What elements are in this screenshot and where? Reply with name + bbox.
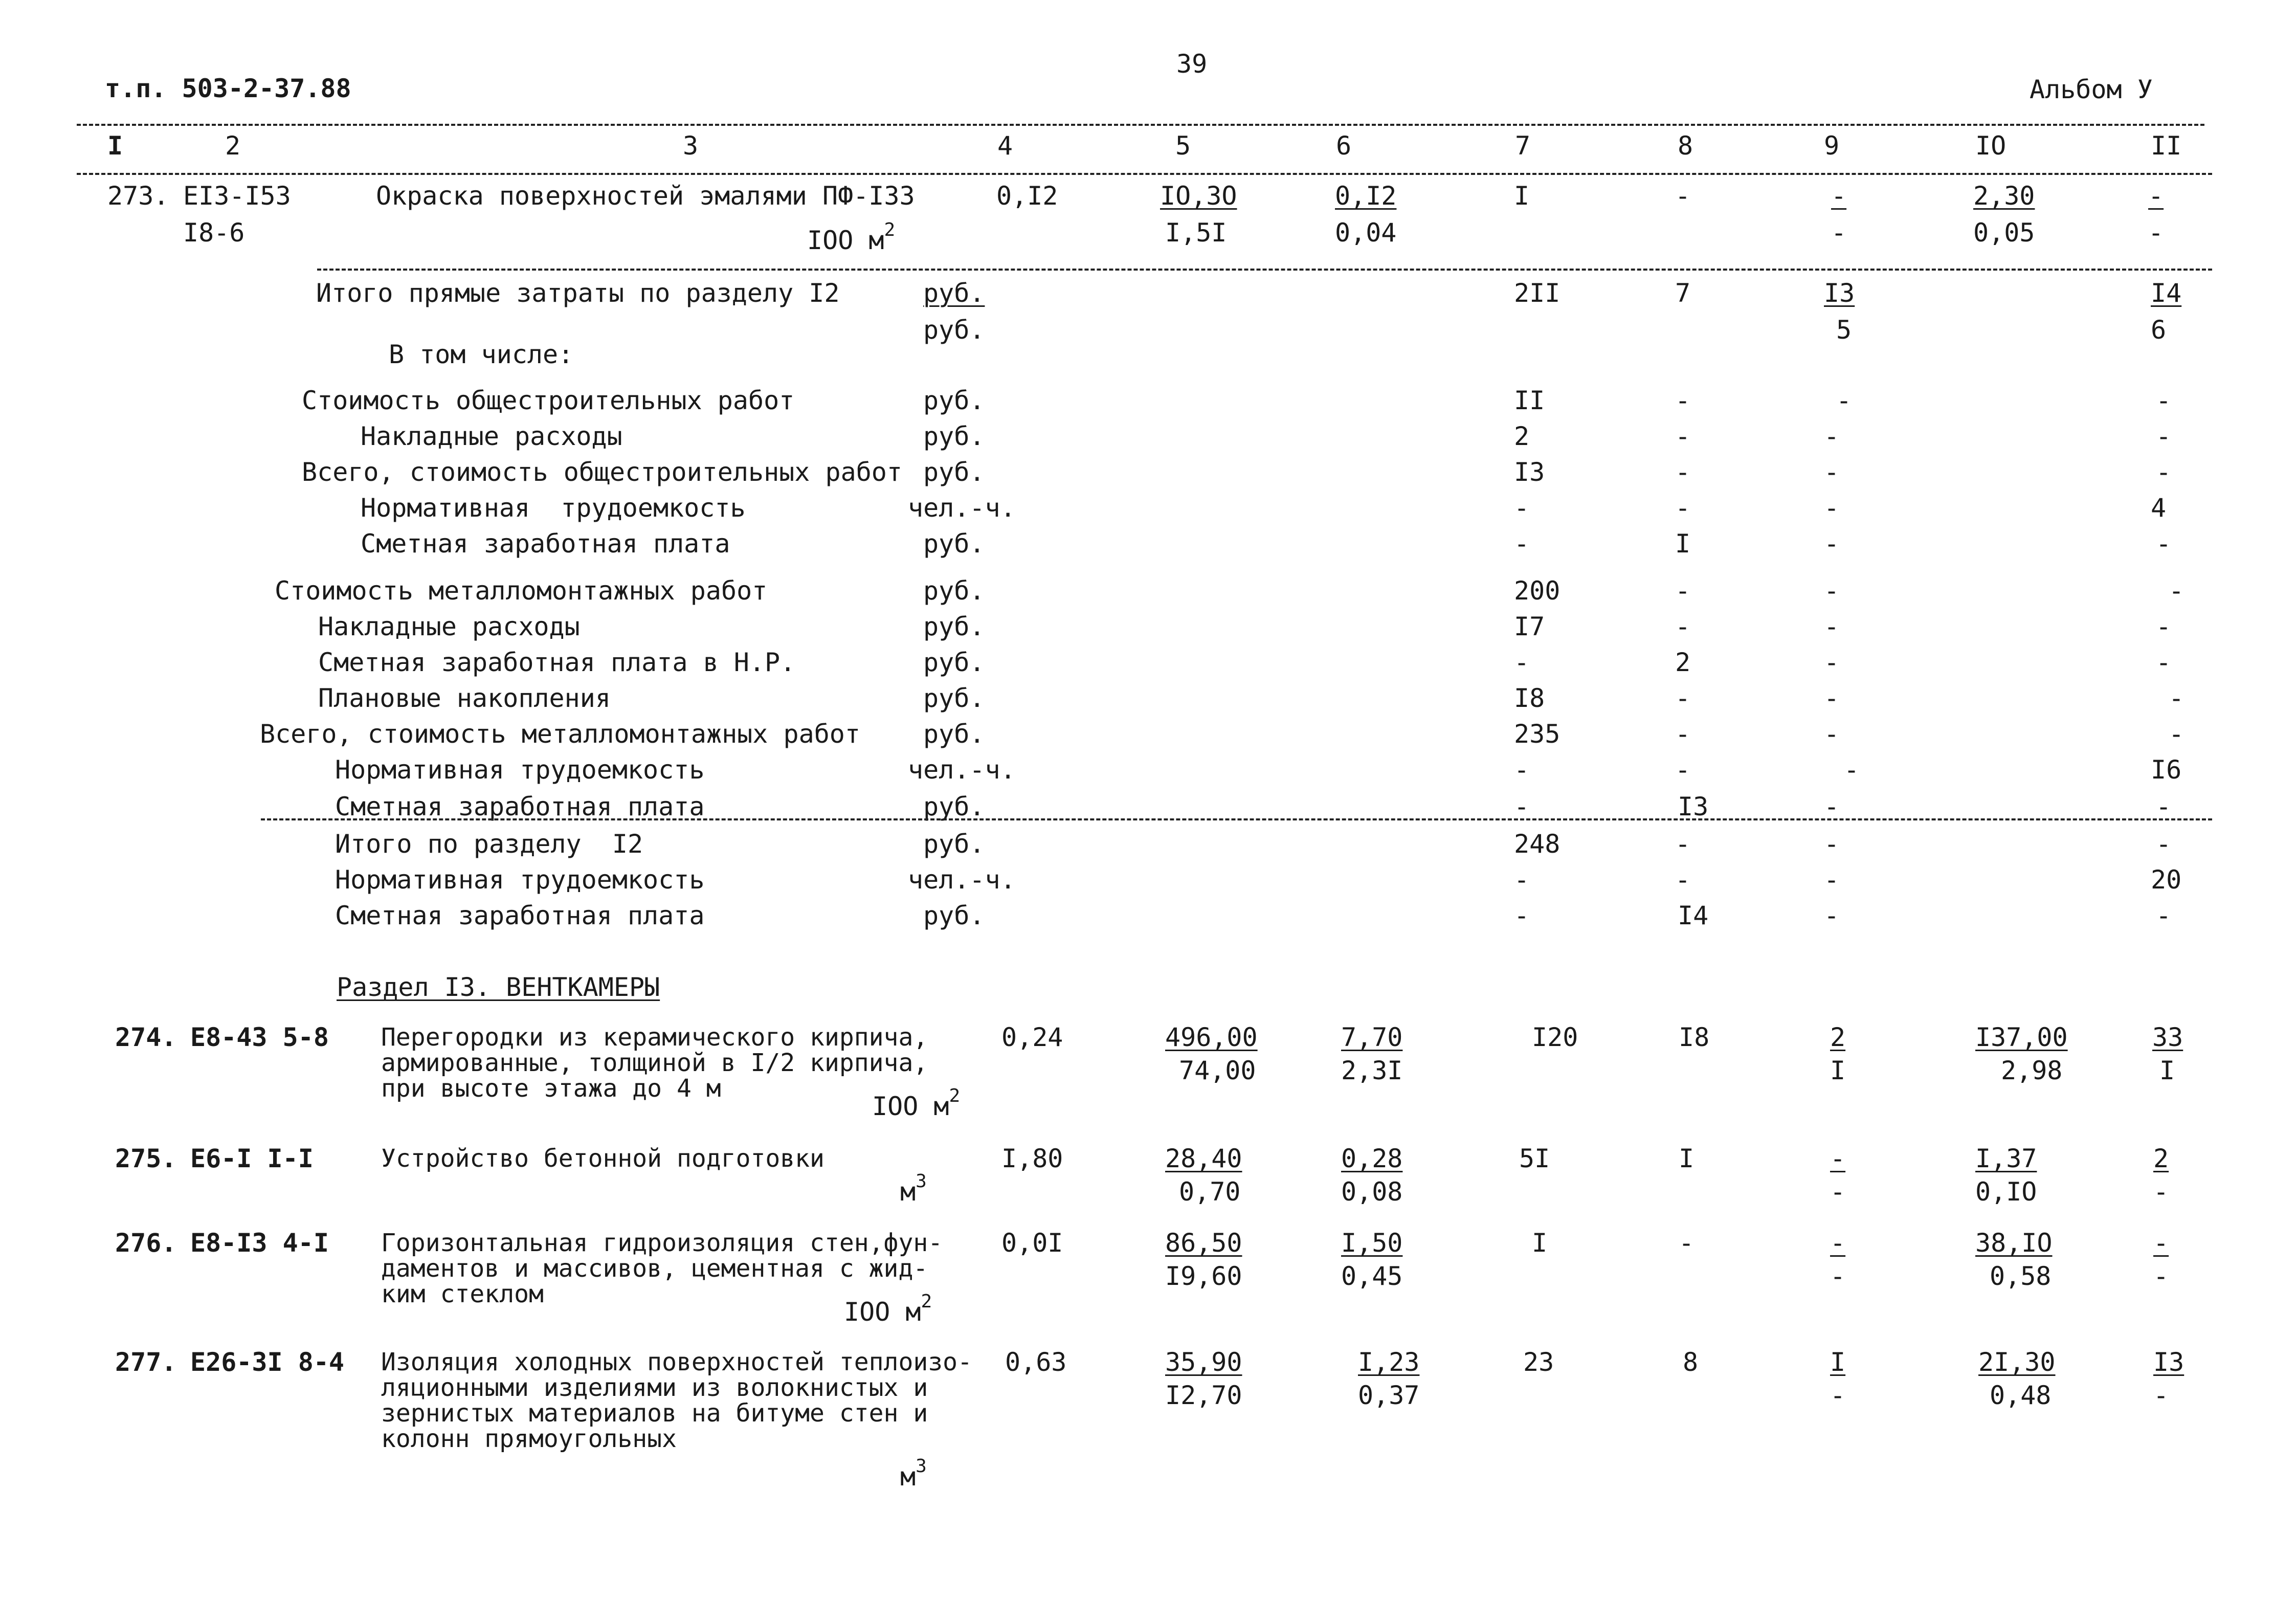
row-273-code1: EI3-I53: [183, 181, 291, 211]
summary-label: Накладные расходы: [361, 421, 622, 451]
summary-unit: чел.-ч.: [908, 493, 1016, 523]
item-274-c4: 0,24: [1001, 1022, 1063, 1052]
summary-label: Нормативная трудоемкость: [335, 755, 705, 785]
summary-c7: -: [1514, 755, 1530, 785]
summary-label: Сметная заработная плата: [335, 901, 705, 930]
row-273-c5a: IO,3O: [1160, 181, 1237, 211]
summary-c11: -: [2156, 648, 2172, 677]
summary-c11: -: [2156, 386, 2172, 415]
item-275-c11b: -: [2153, 1177, 2169, 1207]
doc-code: т.п. 503-2-37.88: [105, 74, 351, 103]
summary-c11: -: [2156, 829, 2172, 859]
summary-unit: руб.: [923, 386, 985, 415]
page-number: 39: [1176, 49, 1208, 79]
summary-c9: -: [1824, 865, 1840, 895]
summary-c9: -: [1824, 719, 1840, 749]
item-274-c10a: I37,00: [1975, 1022, 2068, 1052]
col-header-10: IO: [1975, 131, 2007, 161]
item-277-num: 277.: [115, 1347, 177, 1377]
summary-c7: 248: [1514, 829, 1561, 859]
item-276-c9b: -: [1830, 1261, 1846, 1291]
item-275-c7: 5I: [1519, 1144, 1550, 1173]
summary-c9: -: [1824, 576, 1840, 606]
summary-unit: руб.: [923, 457, 985, 487]
item-274-c6b: 2,3I: [1341, 1056, 1403, 1085]
row-273-desc: Окраска поверхностей эмалями ПФ-I33: [376, 181, 915, 211]
summary-c9: -: [1844, 755, 1860, 785]
summary-c7: -: [1514, 493, 1530, 523]
item-275-c11a: 2: [2153, 1144, 2169, 1173]
summary-c7: 2II: [1514, 278, 1561, 308]
summary-c9: -: [1836, 386, 1852, 415]
row-273-unit: IOO $м^2$: [807, 219, 896, 255]
row-273-c7: I: [1514, 181, 1530, 211]
summary-c7: -: [1514, 648, 1530, 677]
col-header-9: 9: [1824, 131, 1840, 161]
summary-unit: руб.: [923, 529, 985, 559]
item-277-c10b: 0,48: [1990, 1381, 2052, 1410]
summary-unit: руб.: [923, 315, 985, 345]
summary-c8: -: [1675, 576, 1691, 606]
summary-c11: 4: [2151, 493, 2167, 523]
row-273-c5b: I,5I: [1165, 218, 1227, 248]
summary-c11: -: [2169, 683, 2184, 713]
item-275-num: 275.: [115, 1144, 177, 1173]
item-275-c6a: 0,28: [1341, 1144, 1403, 1173]
row-273-c11a: -: [2148, 181, 2164, 211]
summary-c8: -: [1675, 612, 1691, 641]
summary-c7: 200: [1514, 576, 1561, 606]
summary-c8: -: [1675, 755, 1691, 785]
summary-c11: -: [2156, 529, 2172, 559]
summary-unit: чел.-ч.: [908, 755, 1016, 785]
summary-c7: I3: [1514, 457, 1545, 487]
summary-c8: -: [1675, 683, 1691, 713]
summary-c9: -: [1824, 901, 1840, 930]
col-header-5: 5: [1175, 131, 1191, 161]
item-275-c5b: 0,70: [1179, 1177, 1241, 1207]
col-header-6: 6: [1336, 131, 1352, 161]
item-274-c5a: 496,00: [1165, 1022, 1258, 1052]
album-label: Альбом У: [2030, 75, 2153, 104]
item-277-c10a: 2I,30: [1978, 1347, 2056, 1377]
item-276-c7: I: [1532, 1228, 1548, 1258]
summary-c7: -: [1514, 792, 1530, 821]
item-276-c10a: 38,IO: [1975, 1228, 2053, 1258]
summary-c11: -: [2156, 457, 2172, 487]
summary-label: Стоимость общестроительных работ: [302, 386, 795, 415]
item-275-c9a: -: [1830, 1144, 1846, 1173]
item-274-c11a: 33: [2152, 1022, 2183, 1052]
col-header-2: 2: [225, 131, 241, 161]
item-274-c10b: 2,98: [2001, 1056, 2063, 1085]
item-276-c6a: I,50: [1341, 1228, 1403, 1258]
summary-c11: -: [2156, 901, 2172, 930]
item-277-c11b: -: [2153, 1381, 2169, 1410]
col-header-4: 4: [997, 131, 1013, 161]
item-274-c6a: 7,70: [1341, 1022, 1403, 1052]
summary-c9: -: [1824, 529, 1840, 559]
summary-label: В том числе:: [389, 340, 574, 369]
summary-c7: II: [1514, 386, 1545, 415]
summary-c11: 6: [2151, 315, 2167, 345]
item-277-desc: Изоляция холодных поверхностей теплоизо- ляционными изделиями из волокнистых и зернистых материалов на битуме стен и колонн прямоугольных: [381, 1348, 972, 1453]
summary-c8: -: [1675, 457, 1691, 487]
summary-c7: I7: [1514, 612, 1545, 641]
item-277-c5b: I2,70: [1165, 1381, 1242, 1410]
col-header-7: 7: [1515, 131, 1531, 161]
row-273-c4: 0,I2: [996, 181, 1058, 211]
item-276-c5a: 86,50: [1165, 1228, 1242, 1258]
summary-c9: 5: [1836, 315, 1852, 345]
summary-label: Всего, стоимость общестроительных работ: [302, 457, 902, 487]
item-275-code: E6-I I-I: [190, 1144, 314, 1173]
item-277-c9a: I: [1830, 1347, 1846, 1377]
summary-c7: -: [1514, 865, 1530, 895]
summary-unit: руб.: [923, 792, 985, 821]
summary-unit: руб.: [923, 278, 985, 308]
summary-c7: 2: [1514, 421, 1530, 451]
summary-label: Нормативная трудоемкость: [361, 493, 746, 523]
item-277-c9b: -: [1830, 1381, 1846, 1410]
summary-label: Итого прямые затраты по разделу I2: [316, 278, 840, 308]
item-274-c8: I8: [1679, 1022, 1710, 1052]
summary-unit: руб.: [923, 576, 985, 606]
summary-unit: руб.: [923, 421, 985, 451]
summary-c8: -: [1675, 719, 1691, 749]
row-273-c9a: -: [1831, 181, 1847, 211]
item-276-c9a: -: [1830, 1228, 1846, 1258]
item-277-c11a: I3: [2153, 1347, 2184, 1377]
summary-unit: руб.: [923, 829, 985, 859]
row-273-code2: I8-6: [183, 218, 245, 248]
item-275-c6b: 0,08: [1341, 1177, 1403, 1207]
item-275-desc: Устройство бетонной подготовки: [381, 1144, 824, 1173]
row-273-c10a: 2,30: [1973, 181, 2035, 211]
summary-label: Сметная заработная плата: [361, 529, 730, 559]
summary-label: Итого по разделу I2: [335, 829, 643, 859]
summary-c11: 20: [2151, 865, 2182, 895]
summary-c9: -: [1824, 683, 1840, 713]
summary-c7: -: [1514, 529, 1530, 559]
row-273-num: 273.: [107, 181, 169, 211]
item-275-c5a: 28,40: [1165, 1144, 1242, 1173]
item-274-num: 274.: [115, 1022, 177, 1052]
summary-c9: -: [1824, 829, 1840, 859]
item-276-c10b: 0,58: [1990, 1261, 2052, 1291]
summary-c11: I4: [2151, 278, 2182, 308]
summary-c8: I4: [1678, 901, 1709, 930]
summary-c8: -: [1675, 865, 1691, 895]
section-title: Раздел I3. ВЕНТКАМЕРЫ: [337, 972, 660, 1002]
item-276-c8: -: [1679, 1228, 1695, 1258]
summary-c9: -: [1824, 493, 1840, 523]
summary-unit: руб.: [923, 612, 985, 641]
item-277-code: E26-3I 8-4: [190, 1347, 345, 1377]
item-277-unit: $м^3$: [900, 1456, 927, 1492]
summary-unit: руб.: [923, 648, 985, 677]
summary-c8: -: [1675, 493, 1691, 523]
summary-c11: -: [2156, 421, 2172, 451]
summary-c7: -: [1514, 901, 1530, 930]
col-header-8: 8: [1678, 131, 1693, 161]
item-276-desc: Горизонтальная гидроизоляция стен,фун- даментов и массивов, цементная с жид- ким стеклом: [381, 1229, 943, 1308]
summary-c11: -: [2156, 612, 2172, 641]
summary-label: Всего, стоимость металломонтажных работ: [260, 719, 860, 749]
col-header-3: 3: [683, 131, 699, 161]
item-277-c4: 0,63: [1005, 1347, 1067, 1377]
row-273-c9b: -: [1831, 218, 1847, 248]
summary-c9: -: [1824, 457, 1840, 487]
item-275-c8: I: [1679, 1144, 1695, 1173]
item-274-c9a: 2: [1830, 1022, 1846, 1052]
item-276-c4: 0,0I: [1001, 1228, 1063, 1258]
summary-c9: -: [1824, 421, 1840, 451]
summary-c11: I6: [2151, 755, 2182, 785]
item-274-c11b: I: [2159, 1056, 2175, 1085]
table-top-rule: [77, 124, 2204, 126]
summary-c8: -: [1675, 421, 1691, 451]
col-header-1: I: [107, 131, 123, 161]
summary-label: Плановые накопления: [318, 683, 611, 713]
row-273-c11b: -: [2148, 218, 2164, 248]
summary-c9: -: [1824, 612, 1840, 641]
summary-c8: 2: [1675, 648, 1691, 677]
summary-unit: руб.: [923, 683, 985, 713]
item-276-num: 276.: [115, 1228, 177, 1258]
item-276-c11a: -: [2153, 1228, 2169, 1258]
summary-c11: -: [2156, 792, 2172, 821]
item-277-c7: 23: [1523, 1347, 1554, 1377]
col-header-11: II: [2151, 131, 2182, 161]
row-273-c10b: 0,05: [1973, 218, 2035, 248]
item-274-c9b: I: [1830, 1056, 1846, 1085]
item-274-unit: IOO $м^2$: [872, 1085, 961, 1121]
item-277-c8: 8: [1683, 1347, 1699, 1377]
item-275-c9b: -: [1830, 1177, 1846, 1207]
summary-c9: I3: [1824, 278, 1855, 308]
summary-label: Нормативная трудоемкость: [335, 865, 705, 895]
summary-unit: чел.-ч.: [908, 865, 1016, 895]
item-274-code: E8-43 5-8: [190, 1022, 329, 1052]
item-274-desc: Перегородки из керамического кирпича, армированные, толщиной в I/2 кирпича, при высоте этажа до 4 м: [381, 1023, 928, 1103]
summary-c7: I8: [1514, 683, 1545, 713]
header-bottom-rule: [77, 173, 2212, 175]
summary-c11: -: [2169, 719, 2184, 749]
item-276-c11b: -: [2153, 1261, 2169, 1291]
summary-c8: 7: [1675, 278, 1691, 308]
summary-c9: -: [1824, 792, 1840, 821]
section-total-rule: [261, 818, 2212, 820]
item-277-c6a: I,23: [1358, 1347, 1420, 1377]
item-274-c7: I20: [1532, 1022, 1578, 1052]
summary-c8: -: [1675, 829, 1691, 859]
item-276-c5b: I9,60: [1165, 1261, 1242, 1291]
item-275-c4: I,80: [1001, 1144, 1063, 1173]
row-273-c6b: 0,04: [1335, 218, 1397, 248]
item-277-c6b: 0,37: [1358, 1381, 1420, 1410]
row-273-c8: -: [1675, 181, 1691, 211]
summary-label: Накладные расходы: [318, 612, 580, 641]
summary-c8: I: [1675, 529, 1691, 559]
item-276-c6b: 0,45: [1341, 1261, 1403, 1291]
item-274-c5b: 74,00: [1179, 1056, 1256, 1085]
summary-label: Сметная заработная плата в Н.Р.: [318, 648, 796, 677]
summary-c8: -: [1675, 386, 1691, 415]
summary-c11: -: [2169, 576, 2184, 606]
item-275-c10b: 0,IO: [1975, 1177, 2037, 1207]
summary-c9: -: [1824, 648, 1840, 677]
item-277-c5a: 35,90: [1165, 1347, 1242, 1377]
item-275-c10a: I,37: [1975, 1144, 2037, 1173]
summary-unit: руб.: [923, 901, 985, 930]
summary-label: Сметная заработная плата: [335, 792, 705, 821]
summary-c8: I3: [1678, 792, 1709, 821]
item-275-unit: $м^3$: [900, 1171, 927, 1207]
item-276-unit: IOO $м^2$: [844, 1291, 932, 1327]
item-276-code: E8-I3 4-I: [190, 1228, 329, 1258]
row-273-c6a: 0,I2: [1335, 181, 1397, 211]
summary-unit: руб.: [923, 719, 985, 749]
summary-top-rule: [317, 269, 2212, 271]
summary-label: Стоимость металломонтажных работ: [275, 576, 768, 606]
summary-c7: 235: [1514, 719, 1561, 749]
